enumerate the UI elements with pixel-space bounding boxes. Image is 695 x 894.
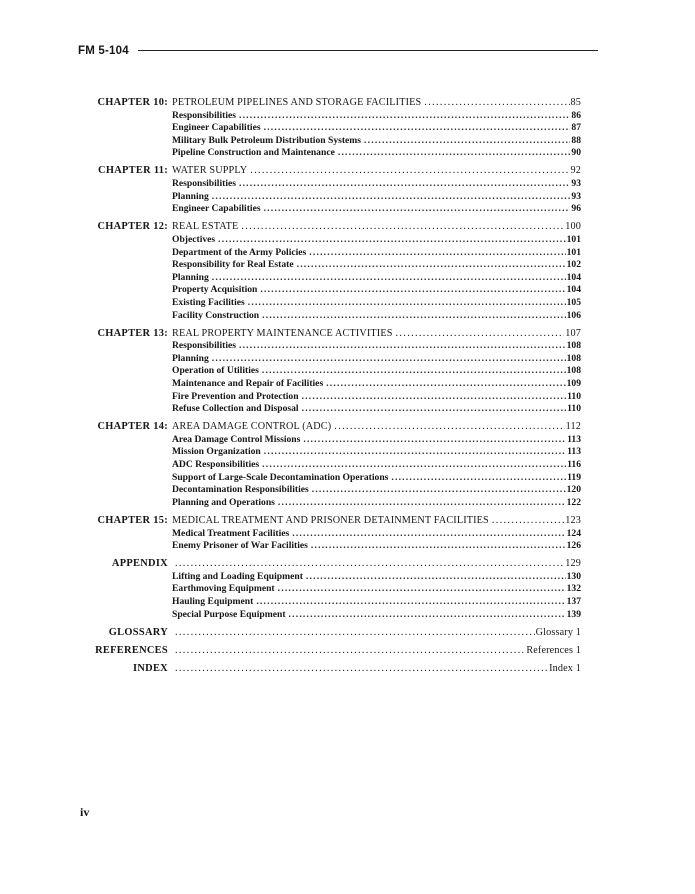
toc-section-entry[interactable] (172, 122, 581, 135)
toc-section-entry[interactable] (172, 403, 581, 416)
toc-section-page: 101 (566, 233, 581, 245)
toc-section-row (0, 122, 695, 135)
dot-leader (278, 497, 566, 510)
header-rule (138, 50, 598, 51)
dot-leader (334, 421, 564, 434)
toc-group-entry[interactable] (172, 627, 581, 640)
toc-section-title: Engineer Capabilities (172, 203, 261, 215)
toc-section-row (0, 297, 695, 310)
toc-group-page: Glossary 1 (535, 626, 581, 638)
toc-section-page: 104 (566, 284, 581, 296)
dot-leader (306, 571, 566, 584)
toc-section-row (0, 353, 695, 366)
toc-section-entry[interactable] (172, 434, 581, 447)
toc-section-page: 105 (566, 296, 581, 308)
toc-section-entry[interactable] (172, 178, 581, 191)
dot-leader (424, 97, 569, 110)
dot-leader (396, 328, 565, 341)
toc-group-page: Index 1 (549, 662, 581, 674)
toc-group-heading (0, 558, 695, 571)
dot-leader (239, 340, 566, 353)
toc-section-title: Responsibilities (172, 178, 236, 190)
toc-section-page: 106 (566, 309, 581, 321)
toc-section-title: Lifting and Loading Equipment (172, 570, 303, 582)
toc-section-entry[interactable] (172, 110, 581, 123)
dot-leader (262, 310, 565, 323)
toc-section-entry[interactable] (172, 446, 581, 459)
toc-section-title: Objectives (172, 233, 216, 245)
toc-group-heading (0, 515, 695, 528)
toc-section-page: 104 (566, 271, 581, 283)
toc-section-row (0, 434, 695, 447)
toc-section-entry[interactable] (172, 609, 581, 622)
toc-group-entry[interactable] (172, 558, 581, 571)
dot-leader (256, 596, 565, 609)
toc-section-entry[interactable] (172, 365, 581, 378)
toc-section-entry[interactable] (172, 234, 581, 247)
toc-group-heading (0, 165, 695, 178)
toc-section-title: Facility Construction (172, 309, 260, 321)
toc-group-heading (0, 627, 695, 640)
toc-section-page: 101 (566, 246, 581, 258)
toc-section-row (0, 272, 695, 285)
toc-group-entry[interactable] (172, 328, 581, 341)
toc-section-row (0, 365, 695, 378)
toc-group-label: CHAPTER 11: (98, 165, 168, 177)
toc-section-row (0, 609, 695, 622)
toc-section-page: 124 (566, 527, 581, 539)
toc-group-page: 107 (565, 327, 581, 339)
toc-section-title: Existing Facilities (172, 296, 245, 308)
toc-group-label: REFERENCES (95, 644, 168, 656)
toc-group-page: 112 (565, 421, 581, 433)
toc-section-entry[interactable] (172, 272, 581, 285)
dot-leader (260, 284, 565, 297)
toc-section-entry[interactable] (172, 135, 581, 148)
dot-leader (212, 353, 566, 366)
toc-section-entry[interactable] (172, 247, 581, 260)
dot-leader (250, 165, 569, 178)
toc-section-entry[interactable] (172, 203, 581, 216)
toc-section-title: Earthmoving Equipment (172, 583, 275, 595)
toc-section-title: Medical Treatment Facilities (172, 527, 290, 539)
toc-section-title: Responsibilities (172, 340, 236, 352)
dot-leader (326, 378, 565, 391)
toc-section-page: 137 (566, 595, 581, 607)
toc-section-row (0, 378, 695, 391)
dot-leader (297, 259, 566, 272)
toc-section-row (0, 135, 695, 148)
toc-group-label: CHAPTER 10: (97, 97, 168, 108)
toc-group-label: APPENDIX (111, 558, 168, 570)
toc-group-entry[interactable] (172, 221, 581, 234)
toc-group-entry[interactable] (172, 663, 581, 676)
toc-group-heading (0, 645, 695, 658)
dot-leader (262, 365, 566, 378)
toc-section-row (0, 528, 695, 541)
toc-group-label: INDEX (133, 662, 168, 674)
dot-leader (302, 391, 567, 404)
toc-section-entry[interactable] (172, 310, 581, 323)
toc-section-page: 113 (567, 446, 581, 458)
toc-section-entry[interactable] (172, 540, 581, 553)
dot-leader (264, 122, 571, 135)
toc-section-row (0, 203, 695, 216)
toc-section-entry[interactable] (172, 378, 581, 391)
dot-leader (241, 221, 564, 234)
toc-section-entry[interactable] (172, 340, 581, 353)
toc-group-page: 92 (570, 165, 581, 177)
toc-group-label: CHAPTER 14: (97, 421, 168, 433)
toc-group-page: 129 (565, 558, 581, 570)
toc-section-title: Military Bulk Petroleum Distribution Systems (172, 134, 362, 146)
toc-section-row (0, 247, 695, 260)
dot-leader (278, 583, 566, 596)
toc-group-entry[interactable] (172, 165, 581, 178)
toc-section-entry[interactable] (172, 459, 581, 472)
dot-leader (175, 558, 564, 571)
toc-section-page: 96 (571, 203, 581, 215)
toc-section-title: Responsibilities (172, 109, 236, 121)
toc-section-page: 109 (566, 377, 581, 389)
toc-group-label: CHAPTER 15: (97, 514, 168, 526)
toc-group-page: References 1 (526, 644, 581, 656)
toc-section-entry[interactable] (172, 571, 581, 584)
page-number: iv (80, 805, 90, 819)
table-of-contents (0, 97, 695, 675)
dot-leader (175, 645, 525, 658)
toc-section-row (0, 596, 695, 609)
dot-leader (218, 234, 565, 247)
toc-group-label: CHAPTER 13: (97, 327, 168, 339)
toc-group-heading (0, 97, 695, 110)
toc-section-title: Planning (172, 190, 209, 202)
toc-section-row (0, 191, 695, 204)
toc-section-row (0, 583, 695, 596)
toc-group-label: GLOSSARY (108, 626, 168, 638)
toc-section-page: 88 (571, 134, 581, 146)
toc-section-title: Enemy Prisoner of War Facilities (172, 540, 308, 552)
toc-section-row (0, 391, 695, 404)
toc-section-page: 122 (566, 496, 581, 508)
toc-section-title: Fire Prevention and Protection (172, 390, 299, 402)
toc-group-title: REAL ESTATE (172, 221, 239, 233)
toc-section-row (0, 459, 695, 472)
toc-group-entry[interactable] (172, 97, 581, 110)
toc-section-title: Area Damage Control Missions (172, 433, 301, 445)
toc-section-entry[interactable] (172, 528, 581, 541)
toc-section-row (0, 110, 695, 123)
toc-section-title: ADC Responsibilities (172, 459, 260, 471)
toc-section-entry[interactable] (172, 284, 581, 297)
toc-section-row (0, 340, 695, 353)
toc-section-row (0, 571, 695, 584)
toc-section-entry[interactable] (172, 259, 581, 272)
dot-leader (262, 459, 566, 472)
dot-leader (303, 434, 566, 447)
dot-leader (264, 203, 571, 216)
toc-group-heading (0, 663, 695, 676)
toc-section-page: 86 (571, 109, 581, 121)
toc-section-title: Operation of Utilities (172, 365, 259, 377)
toc-section-row (0, 310, 695, 323)
toc-section-page: 119 (567, 471, 581, 483)
toc-section-page: 132 (566, 583, 581, 595)
toc-group-title: WATER SUPPLY (172, 165, 248, 177)
toc-section-entry[interactable] (172, 391, 581, 404)
toc-section-title: Pipeline Construction and Maintenance (172, 147, 335, 159)
toc-group-heading (0, 328, 695, 341)
toc-section-page: 108 (566, 352, 581, 364)
toc-group-page: 123 (565, 514, 581, 526)
toc-section-title: Planning and Operations (172, 496, 275, 508)
toc-section-row (0, 284, 695, 297)
toc-group-title: REAL PROPERTY MAINTENANCE ACTIVITIES (172, 327, 393, 339)
toc-section-title: Support of Large-Scale Decontamination Operations (172, 471, 389, 483)
toc-section-entry[interactable] (172, 472, 581, 485)
toc-section-title: Planning (172, 271, 209, 283)
dot-leader (312, 484, 566, 497)
dot-leader (212, 272, 566, 285)
dot-leader (248, 297, 566, 310)
toc-section-title: Mission Organization (172, 446, 261, 458)
toc-section-page: 120 (566, 484, 581, 496)
dot-leader (264, 446, 566, 459)
toc-group-label: CHAPTER 12: (97, 221, 168, 233)
dot-leader (311, 540, 566, 553)
toc-section-page: 130 (566, 570, 581, 582)
toc-section-entry[interactable] (172, 147, 581, 160)
dot-leader (289, 609, 566, 622)
toc-section-page: 110 (567, 403, 581, 415)
toc-section-title: Special Purpose Equipment (172, 608, 286, 620)
dot-leader (212, 191, 571, 204)
toc-section-page: 126 (566, 540, 581, 552)
toc-section-page: 108 (566, 340, 581, 352)
toc-section-entry[interactable] (172, 191, 581, 204)
toc-group-title: MEDICAL TREATMENT AND PRISONER DETAINMENT FACILITIES (172, 514, 489, 526)
toc-group-title: AREA DAMAGE CONTROL (ADC) (172, 421, 332, 433)
toc-section-entry[interactable] (172, 484, 581, 497)
toc-section-title: Property Acquisition (172, 284, 258, 296)
toc-section-page: 102 (566, 259, 581, 271)
toc-section-row (0, 234, 695, 247)
toc-section-title: Decontamination Responsibilities (172, 484, 309, 496)
toc-section-title: Responsibility for Real Estate (172, 259, 294, 271)
dot-leader (292, 528, 565, 541)
toc-section-entry[interactable] (172, 497, 581, 510)
dot-leader (239, 110, 570, 123)
dot-leader (338, 147, 571, 160)
toc-section-page: 93 (571, 190, 581, 202)
toc-section-page: 113 (567, 433, 581, 445)
toc-section-page: 108 (566, 365, 581, 377)
toc-group-heading (0, 221, 695, 234)
dot-leader (309, 247, 565, 260)
toc-section-title: Hauling Equipment (172, 595, 254, 607)
toc-group-entry[interactable] (172, 515, 581, 528)
toc-section-row (0, 178, 695, 191)
toc-group-page: 85 (570, 97, 581, 108)
dot-leader (492, 515, 564, 528)
toc-section-row (0, 259, 695, 272)
toc-section-entry[interactable] (172, 353, 581, 366)
toc-section-page: 116 (567, 459, 581, 471)
toc-section-page: 139 (566, 608, 581, 620)
toc-group-page: 100 (565, 221, 581, 233)
running-header (78, 44, 598, 58)
toc-section-row (0, 446, 695, 459)
dot-leader (302, 403, 567, 416)
document-id: FM 5-104 (78, 45, 129, 57)
toc-section-entry[interactable] (172, 596, 581, 609)
toc-section-title: Refuse Collection and Disposal (172, 403, 299, 415)
toc-section-page: 90 (571, 147, 581, 159)
toc-section-title: Department of the Army Policies (172, 246, 307, 258)
toc-section-row (0, 403, 695, 416)
toc-section-title: Engineer Capabilities (172, 122, 261, 134)
toc-section-row (0, 472, 695, 485)
toc-section-page: 110 (567, 390, 581, 402)
dot-leader (239, 178, 570, 191)
toc-group-entry[interactable] (172, 421, 581, 434)
toc-group-title: PETROLEUM PIPELINES AND STORAGE FACILITIES (172, 97, 422, 108)
toc-group-entry[interactable] (172, 645, 581, 658)
toc-section-entry[interactable] (172, 583, 581, 596)
toc-section-page: 93 (571, 178, 581, 190)
toc-section-row (0, 540, 695, 553)
toc-section-row (0, 484, 695, 497)
toc-section-title: Planning (172, 352, 209, 364)
toc-section-row (0, 497, 695, 510)
dot-leader (175, 663, 548, 676)
toc-group-heading (0, 421, 695, 434)
toc-section-page: 87 (571, 122, 581, 134)
dot-leader (391, 472, 566, 485)
dot-leader (364, 135, 570, 148)
dot-leader (175, 627, 535, 640)
toc-section-row (0, 147, 695, 160)
toc-section-title: Maintenance and Repair of Facilities (172, 377, 324, 389)
toc-section-entry[interactable] (172, 297, 581, 310)
